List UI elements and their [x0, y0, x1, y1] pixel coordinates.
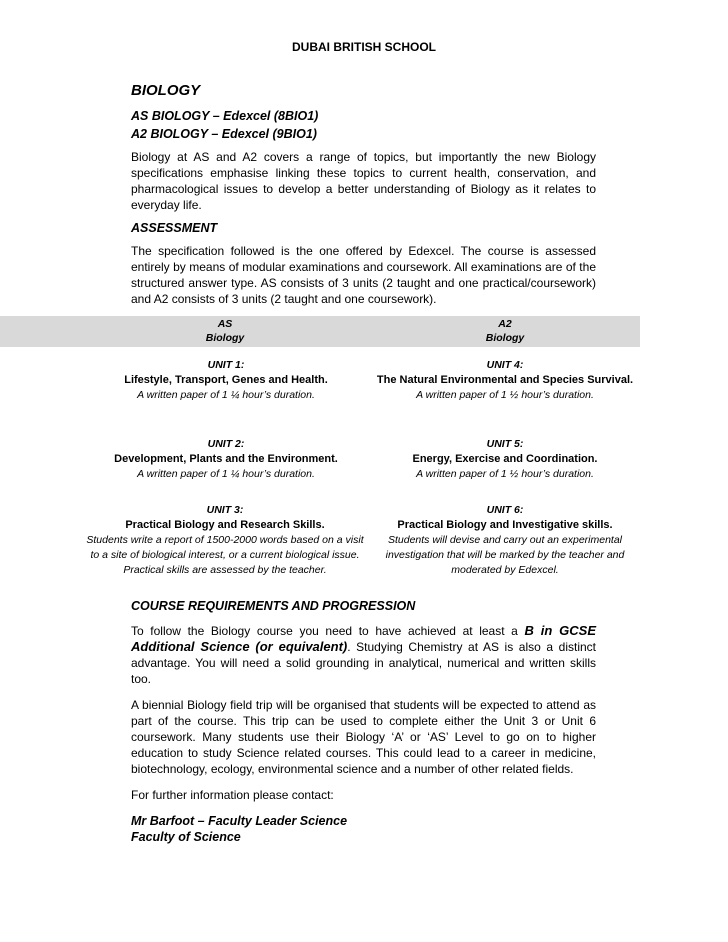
req-p1-start: To follow the Biology course you need to have achieved at least a	[131, 624, 525, 638]
column-as	[130, 317, 320, 345]
page-title: BIOLOGY	[131, 82, 201, 99]
intro-paragraph: Biology at AS and A2 covers a range of topics, but importantly the new Biology specifications emphasise linking these topics to current health, conservation, and pharmacological issues to develop a better understanding of Biology as it relates to everyday life.	[131, 150, 596, 212]
contact-intro: For further information please contact:	[131, 788, 334, 802]
req-p1-end: . Studying Chemistry at AS is also a distinct advantage. You will need a solid grounding in analytical, numerical and written skills too.	[131, 640, 596, 686]
course-as: AS BIOLOGY – Edexcel (8BIO1)	[131, 109, 319, 123]
unit-name: Development, Plants and the Environment.	[114, 453, 338, 465]
contact-department: Faculty of Science	[131, 830, 241, 844]
requirements-heading: COURSE REQUIREMENTS AND PROGRESSION	[131, 599, 416, 613]
unit-description: A written paper of 1 ½ hour’s duration.	[416, 389, 594, 401]
unit-number: UNIT 5:	[486, 438, 524, 450]
assessment-section	[131, 221, 596, 307]
gcse-requirement: B in GCSE Additional Science (or equivalent)	[131, 623, 596, 654]
unit-description: A written paper of 1 ½ hour’s duration.	[416, 468, 594, 480]
unit-4	[375, 358, 635, 403]
unit-name: Practical Biology and Investigative skills.	[397, 519, 613, 531]
column-as-line2: Biology	[205, 332, 245, 344]
course-a2: A2 BIOLOGY – Edexcel (9BIO1)	[131, 127, 317, 141]
unit-name: Energy, Exercise and Coordination.	[412, 453, 598, 465]
column-a2-line1: A2	[498, 318, 512, 330]
assessment-heading: ASSESSMENT	[131, 221, 218, 235]
unit-number: UNIT 1:	[207, 359, 245, 371]
unit-number: UNIT 3:	[206, 504, 244, 516]
unit-description: A written paper of 1 ¼ hour’s duration.	[137, 389, 315, 401]
requirements-paragraph-1	[131, 623, 596, 687]
unit-name: Lifestyle, Transport, Genes and Health.	[124, 374, 328, 386]
column-as-line1: AS	[217, 318, 233, 330]
unit-number: UNIT 6:	[486, 504, 524, 516]
requirements-section	[131, 599, 596, 845]
unit-2	[95, 437, 357, 482]
unit-3	[85, 503, 365, 578]
unit-description: Students write a report of 1500-2000 words based on a visit to a site of biological interest, or a current biological issue. Practical skills are assessed by the teacher.	[86, 534, 364, 576]
assessment-paragraph: The specification followed is the one offered by Edexcel. The course is assessed entirely by means of modular examinations and coursework. All examinations are of the structured answer type. AS consists of 3 units (2 taught and one practical/coursework) and A2 consists of 3 units (2 taught and one coursework).	[131, 244, 596, 306]
unit-name: Practical Biology and Research Skills.	[125, 519, 325, 531]
unit-number: UNIT 2:	[207, 438, 245, 450]
column-a2-line2: Biology	[485, 332, 525, 344]
intro-section	[131, 82, 596, 213]
contact-name: Mr Barfoot – Faculty Leader Science	[131, 814, 348, 828]
unit-number: UNIT 4:	[486, 359, 524, 371]
unit-6	[372, 503, 638, 578]
unit-description: Students will devise and carry out an experimental investigation that will be marked by the teacher and moderated by Edexcel.	[385, 534, 625, 576]
unit-description: A written paper of 1 ¼ hour’s duration.	[137, 468, 315, 480]
unit-1	[95, 358, 357, 403]
requirements-paragraph-2: A biennial Biology field trip will be organised that students will be expected to attend as part of the course. This trip can be used to complete either the Unit 3 or Unit 6 coursework. Many students use their Biology ‘A’ or ‘AS’ Level to go on to higher education to study Science related courses. This could lead to a career in medicine, biotechnology, ecology, environmental science and a number of other related fields.	[131, 698, 596, 776]
school-header: DUBAI BRITISH SCHOOL	[292, 40, 436, 54]
unit-name: The Natural Environmental and Species Survival.	[376, 374, 634, 386]
unit-5	[375, 437, 635, 482]
column-a2	[410, 317, 600, 345]
